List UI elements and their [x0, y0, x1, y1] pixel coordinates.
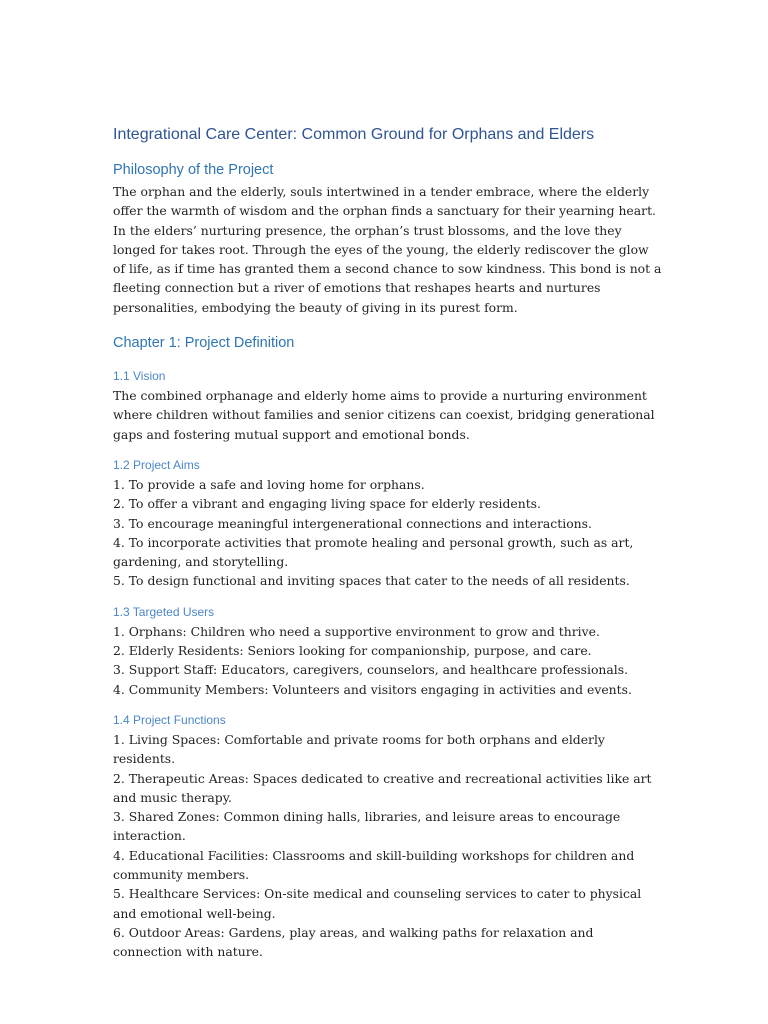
- list-item: 1. Living Spaces: Comfortable and private rooms for both orphans and elderly residents.: [113, 731, 605, 767]
- list-item: 4. Community Members: Volunteers and visitors engaging in activities and events.: [113, 681, 632, 697]
- list-item: 2. To offer a vibrant and engaging living space for elderly residents.: [113, 496, 541, 512]
- list-item: 1. To provide a safe and loving home for orphans.: [113, 476, 425, 492]
- users-list: [113, 622, 663, 699]
- list-item: 2. Elderly Residents: Seniors looking for companionship, purpose, and care.: [113, 643, 592, 659]
- list-item: 4. Educational Facilities: Classrooms and skill-building workshops for children and community members.: [113, 847, 635, 883]
- philosophy-heading: Philosophy of the Project: [113, 162, 274, 178]
- list-item: 2. Therapeutic Areas: Spaces dedicated to creative and recreational activities like art and music therapy.: [113, 770, 652, 805]
- document-page: [113, 124, 663, 962]
- list-item: 5. To design functional and inviting spaces that cater to the needs of all residents.: [113, 573, 630, 589]
- aims-list: [113, 475, 663, 591]
- vision-paragraph: The combined orphanage and elderly home aims to provide a nurturing environment where children without families and senior citizens can coexist, bridging generational gaps and fostering mutual support and emotional bonds.: [113, 388, 655, 442]
- list-item: 1. Orphans: Children who need a supportive environment to grow and thrive.: [113, 623, 600, 639]
- list-item: 4. To incorporate activities that promote healing and personal growth, such as art, gardening, and storytelling.: [113, 534, 634, 570]
- list-item: 5. Healthcare Services: On-site medical and counseling services to cater to physical and emotional well-being.: [113, 886, 642, 921]
- list-item: 3. To encourage meaningful intergenerational connections and interactions.: [113, 515, 592, 531]
- chapter-1-heading: Chapter 1: Project Definition: [113, 335, 295, 352]
- philosophy-paragraph: The orphan and the elderly, souls intertwined in a tender embrace, where the elderly offer the warmth of wisdom and the orphan finds a sanctuary for their yearning heart. In the elders’ nurturing presence, the orphan’s trust blossoms, and the love they longed for takes root. Through the eyes of the young, the elderly rediscover the glow of life, as if time has granted them a second chance to sow kindness. This bond is not a fleeting connection but a river of emotions that reshapes hearts and nurtures personalities, embodying the beauty of giving in its purest form.: [113, 184, 662, 315]
- list-item: 3. Support Staff: Educators, caregivers, counselors, and healthcare professionals.: [113, 662, 629, 678]
- aims-heading: 1.2 Project Aims: [113, 457, 200, 472]
- functions-heading: 1.4 Project Functions: [113, 712, 226, 727]
- list-item: 6. Outdoor Areas: Gardens, play areas, and walking paths for relaxation and connection with nature.: [113, 924, 594, 960]
- functions-list: [113, 730, 663, 962]
- users-heading: 1.3 Targeted Users: [113, 604, 215, 619]
- document-title: Integrational Care Center: Common Ground for Orphans and Elders: [113, 126, 595, 143]
- vision-heading: 1.1 Vision: [113, 369, 166, 384]
- list-item: 3. Shared Zones: Common dining halls, libraries, and leisure areas to encourage interaction.: [113, 809, 621, 844]
